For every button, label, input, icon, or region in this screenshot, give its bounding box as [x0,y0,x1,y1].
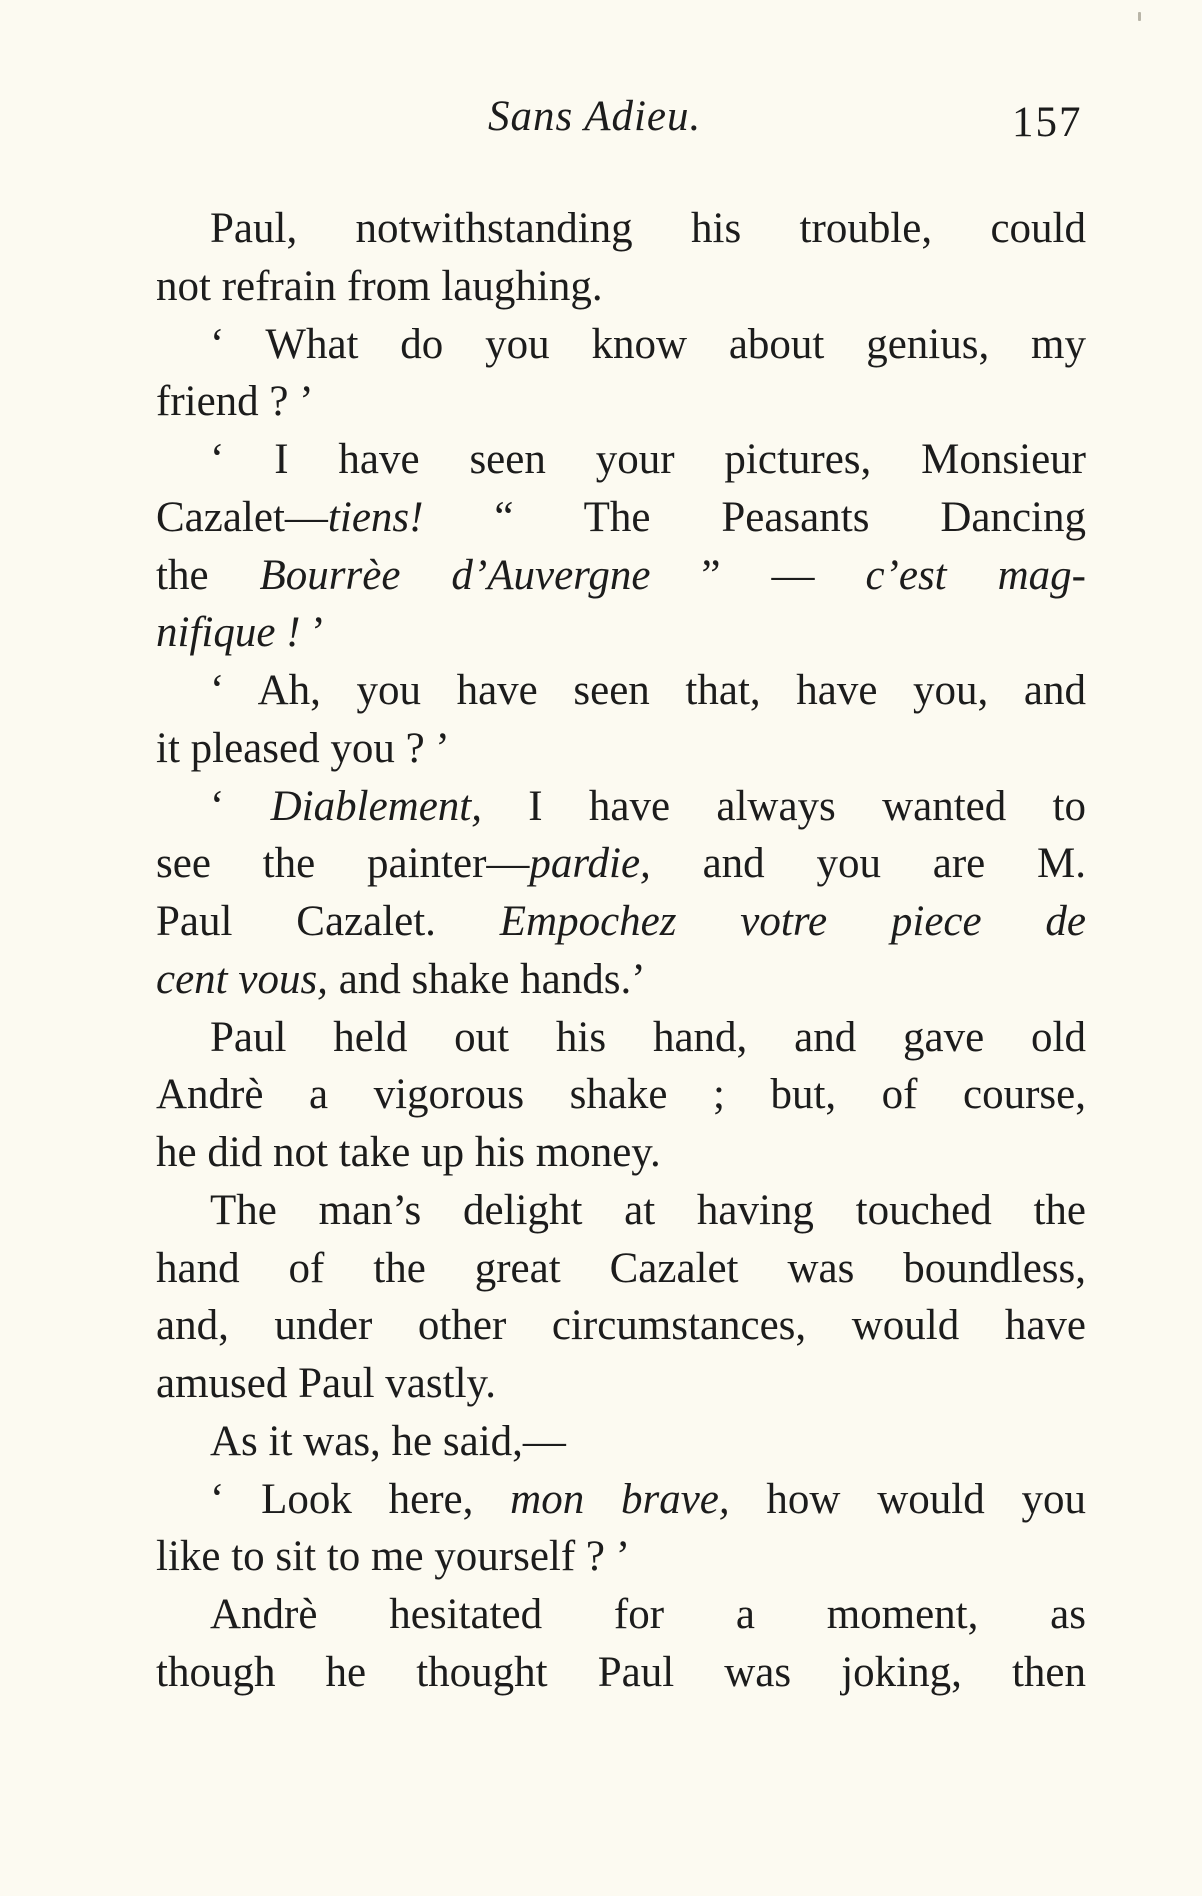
text-line [156,1240,1086,1298]
italic-text: Bourrèe d’Auvergne [259,551,651,599]
line-text: and you are M. [650,840,1086,888]
line-text: Paul held out his hand, and gave old [210,1013,1086,1061]
text-line [156,1355,1086,1413]
line-text: Andrè a vigorous shake ; but, of course, [156,1071,1086,1119]
italic-text: tiens! [327,493,424,541]
text-line [156,1471,1086,1529]
text-line [156,258,1086,316]
line-text: he did not take up his money. [156,1129,661,1176]
line-text: hand of the great Cazalet was boundless, [156,1244,1086,1292]
text-line [156,720,1086,778]
text-line [156,1644,1086,1702]
line-text: amused Paul vastly. [156,1360,496,1407]
text-line [156,316,1086,374]
line-text: it pleased you ? ’ [156,724,450,772]
text-line [156,1297,1086,1355]
line-text: ‘ I have seen your pictures, Monsieur [210,436,1086,483]
paper-speck [1138,12,1141,21]
line-text: ‘ [210,782,271,830]
italic-text: Empochez votre piece de [499,898,1086,945]
text-line [156,1124,1086,1182]
text-line [156,1586,1086,1644]
line-text: the [156,551,260,599]
line-text: see the painter— [156,840,530,888]
line-text: and shake hands.’ [327,955,646,1003]
running-header [0,92,1202,152]
line-text: and, under other circumstances, would have [156,1302,1086,1350]
text-line [156,200,1086,258]
italic-text: pardie, [529,840,651,888]
text-line [156,951,1086,1009]
line-text: friend ? ’ [156,378,314,426]
line-text: Paul Cazalet. [156,898,500,945]
text-line [156,431,1086,489]
text-line [156,893,1086,951]
text-line [156,1182,1086,1240]
line-text: ’ [300,609,326,657]
line-text: though he thought Paul was joking, then [156,1648,1086,1696]
italic-text: cent vous, [156,955,328,1003]
line-text: As it was, he said,— [210,1417,566,1465]
text-line [156,662,1086,720]
text-line [156,547,1086,605]
line-text: Paul, notwithstanding his trouble, could [210,205,1086,252]
text-line [156,1413,1086,1471]
line-text: like to sit to me yourself ? ’ [156,1533,631,1581]
page-number: 157 [1012,99,1083,146]
text-line [156,1066,1086,1124]
line-text: ‘ What do you know about genius, my [210,320,1086,368]
text-line [156,489,1086,547]
italic-text: mon brave, [510,1475,730,1523]
text-line [156,604,1086,662]
line-text: ” — [650,551,866,599]
line-text: how would you [729,1475,1086,1523]
running-title: Sans Adieu. [488,93,702,140]
line-text: “ The Peasants Dancing [423,493,1086,541]
line-text: Cazalet— [156,493,328,541]
body-text [156,200,1086,1702]
line-text: ‘ Look here, [210,1475,511,1523]
text-line [156,835,1086,893]
text-line [156,1528,1086,1586]
line-text: Andrè hesitated for a moment, as [210,1591,1086,1638]
text-line [156,1009,1086,1067]
italic-text: Diablement, [270,782,482,830]
line-text: not refrain from laughing. [156,262,603,310]
italic-text: c’est mag- [865,551,1086,599]
text-line [156,778,1086,836]
line-text: ‘ Ah, you have seen that, have you, and [210,667,1086,714]
line-text: I have always wanted to [482,782,1086,830]
line-text: The man’s delight at having touched the [210,1186,1086,1234]
italic-text: nifique ! [156,609,301,657]
text-line [156,373,1086,431]
